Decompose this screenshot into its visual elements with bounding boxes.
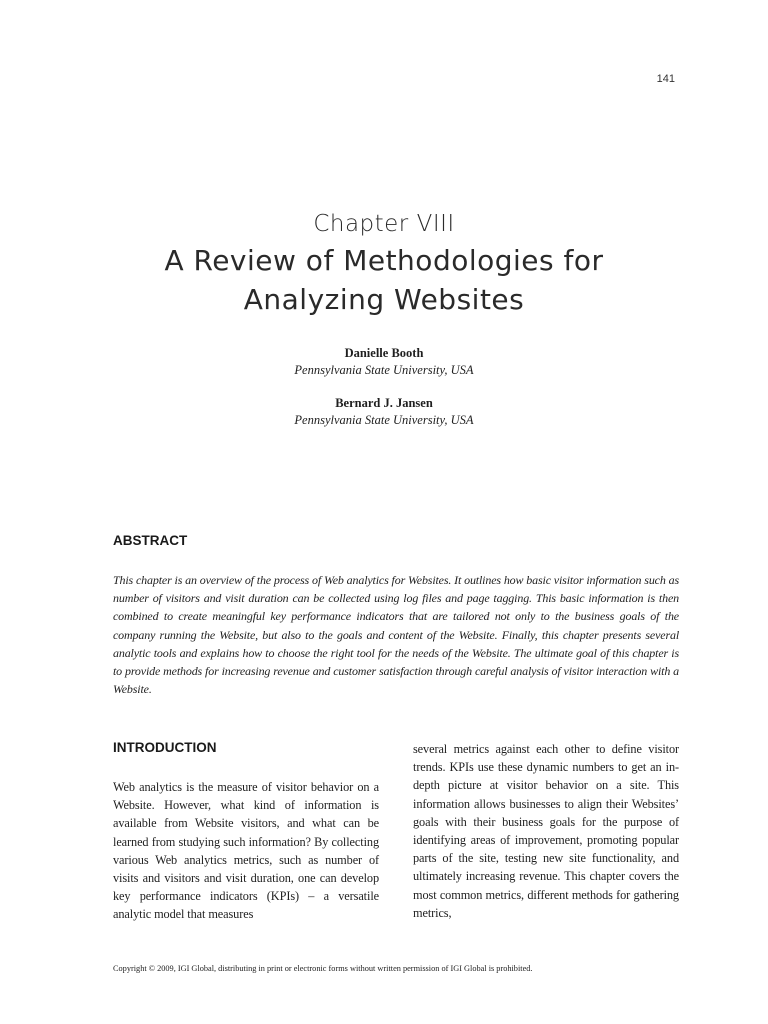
author-affiliation: Pennsylvania State University, USA	[294, 363, 474, 377]
abstract-heading: ABSTRACT	[113, 533, 188, 548]
introduction-heading: INTRODUCTION	[113, 740, 217, 755]
introduction-right-column: several metrics against each other to define visitor trends. KPIs use these dynamic numbers to get an in-depth picture at visitor behavior on a site. This information allows businesses to align their Websites’ goals with their business goals for the purpose of identifying areas of improvement, promoting popular parts of the site, testing new site functionality, and ultimately increasing revenue. This chapter covers the most common metrics, different methods for gathering metrics,	[413, 742, 679, 920]
author	[0, 345, 768, 379]
chapter-title-line1: A Review of Methodologies for	[164, 244, 604, 277]
author-affiliation: Pennsylvania State University, USA	[294, 413, 474, 427]
introduction-left-column: Web analytics is the measure of visitor behavior on a Website. However, what kind of information is available from Website visitors, and what can be learned from studying such information? By collecting various Web analytics metrics, such as number of visits and visitors and visit duration, one can develop key performance indicators (KPIs) – a versatile analytic model that measures	[113, 780, 379, 922]
page-number: 141	[656, 73, 675, 85]
chapter-header	[0, 208, 768, 318]
author-name: Danielle Booth	[344, 346, 424, 360]
chapter-title-line2: Analyzing Websites	[243, 283, 525, 316]
copyright-notice: Copyright © 2009, IGI Global, distributing in print or electronic forms without written permission of IGI Global is prohibited.	[113, 964, 533, 973]
chapter-label: Chapter VIII	[313, 211, 455, 237]
abstract-text: This chapter is an overview of the process of Web analytics for Websites. It outlines how basic visitor information such as number of visitors and visit duration can be collected using log files and page tagging. This basic information is then combined to create meaningful key performance indicators that are tailored not only to the business goals of the company running the Website, but also to the goals and content of the Website. Finally, this chapter presents several analytic tools and explains how to choose the right tool for the needs of the Website. The ultimate goal of this chapter is to provide methods for increasing revenue and customer satisfaction through careful analysis of visitor interaction with a Website.	[113, 573, 679, 697]
author	[0, 395, 768, 429]
author-list	[0, 345, 768, 445]
author-name: Bernard J. Jansen	[335, 396, 433, 410]
